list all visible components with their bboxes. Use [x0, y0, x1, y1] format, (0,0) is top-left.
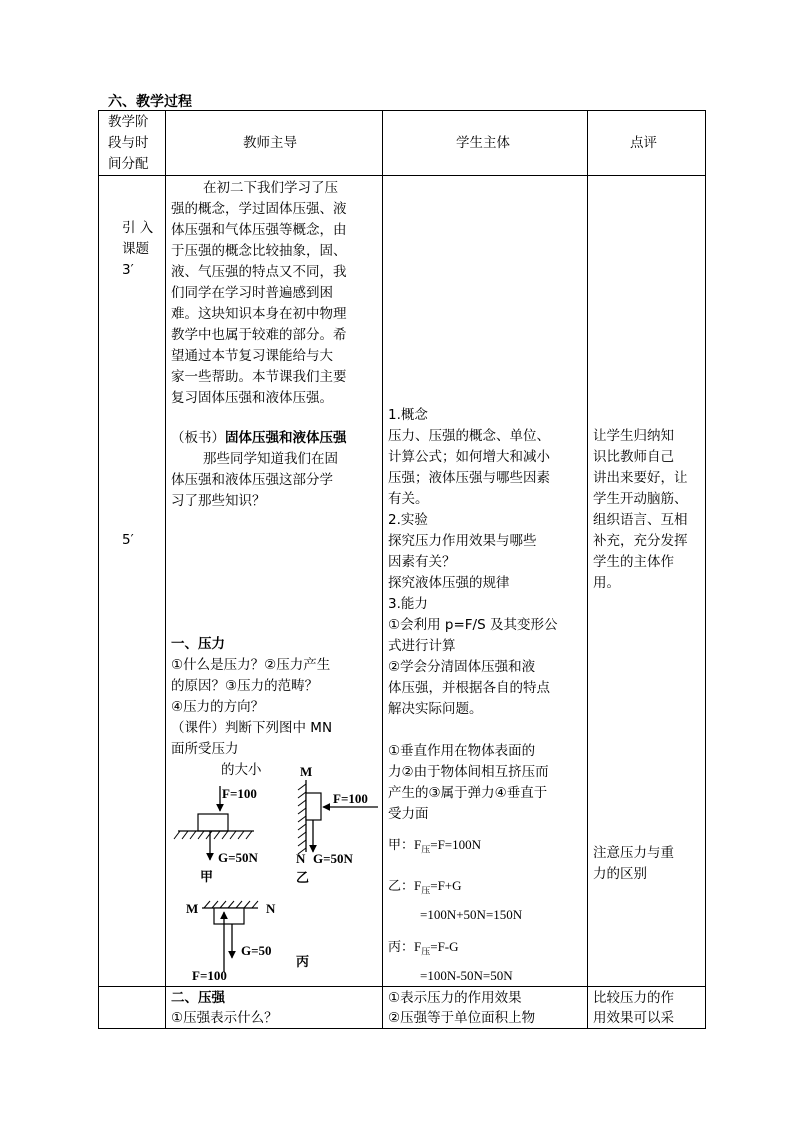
student-line: 力②由于物体间相互挤压而: [388, 764, 549, 780]
teacher-line: 于压强的概念比较抽象，固、: [171, 243, 347, 259]
calc-bing: [388, 936, 459, 963]
student-line: 因素有关？: [388, 554, 456, 570]
student-line: 计算公式；如何增大和减小: [388, 449, 550, 465]
calc-yi: [388, 875, 462, 902]
board-prefix: （板书）: [171, 430, 225, 446]
figure-label: 丙: [296, 954, 310, 969]
calc-part: =F=100N: [430, 837, 482, 852]
student-line: 有关。: [388, 491, 429, 507]
teacher-line: 体压强和液体压强这部分学: [171, 472, 333, 488]
stage-intro: 课题: [122, 241, 149, 257]
calc-sub: 压: [421, 844, 431, 855]
force-label: F=100: [192, 968, 227, 983]
calc-part: =F+G: [430, 878, 462, 893]
teacher-line: ①压强表示什么？: [171, 1010, 278, 1026]
gravity-label: G=50: [241, 943, 272, 958]
calc-part: 乙：F: [388, 878, 422, 893]
pressure-heading: 一、压力: [171, 636, 225, 652]
figure-label: 甲: [200, 869, 214, 884]
student-line: 压力、压强的概念、单位、: [388, 428, 550, 444]
block: [214, 908, 244, 924]
board-title: 固体压强和液体压强: [225, 430, 347, 446]
comment-line: 用效果可以采: [593, 1010, 674, 1026]
teacher-line: 习了那些知识？: [171, 493, 266, 509]
header-text: 教学阶: [108, 114, 149, 130]
calc-yi-result: =100N+50N=150N: [420, 907, 523, 922]
teacher-line: 们同学在学习时普遍感到困: [171, 285, 333, 301]
teacher-line: 复习固体压强和液体压强。: [171, 390, 333, 406]
board-line: [171, 428, 347, 449]
block: [198, 814, 228, 831]
teacher-line: 家一些帮助。本节课我们主要: [171, 369, 347, 385]
teacher-line: 面所受压力: [171, 741, 239, 757]
figure-jia: [172, 780, 282, 890]
calc-bing-result: =100N-50N=50N: [420, 968, 513, 983]
figure-yi: [286, 762, 381, 892]
force-label: F=100: [222, 786, 257, 801]
table-line: [165, 110, 166, 1029]
ceiling-right-label: N: [266, 901, 276, 916]
table-line: [98, 986, 706, 987]
student-line: ②压强等于单位面积上物: [388, 1010, 536, 1026]
header-comment: 点评: [630, 135, 657, 151]
calc-part: 甲：F: [388, 837, 422, 852]
student-line: 探究液体压强的规律: [388, 575, 510, 591]
student-line: 探究压力作用效果与哪些: [388, 533, 537, 549]
comment-line: 比较压力的作: [593, 990, 674, 1006]
wall-bottom-label: N: [296, 851, 306, 866]
block: [306, 793, 321, 820]
calc-part: 丙：F: [388, 939, 422, 954]
teacher-line: 的原因？③压力的范畴？: [171, 678, 319, 694]
table-line: [98, 110, 706, 111]
teacher-line: ④压力的方向？: [171, 699, 265, 715]
figure-label: 乙: [296, 870, 310, 885]
wall-top-label: M: [300, 764, 313, 779]
calc-sub: 压: [421, 885, 431, 896]
teacher-line: 体压强和气体压强等概念，由: [171, 222, 347, 238]
student-line: 解决实际问题。: [388, 701, 483, 717]
student-line: 1.概念: [388, 407, 428, 423]
comment-line: 补充，充分发挥: [593, 533, 688, 549]
section-title: 六、教学过程: [108, 94, 192, 110]
comment-line: 学生开动脑筋、: [593, 491, 688, 507]
figure-bing: [186, 896, 326, 986]
student-line: 压强；液体压强与哪些因素: [388, 470, 550, 486]
gravity-label: G=50N: [218, 850, 258, 865]
teacher-line: 液、气压强的特点又不同，我: [171, 264, 347, 280]
teacher-line: 那些同学知道我们在固: [203, 451, 338, 467]
header-teacher: 教师主导: [243, 135, 297, 151]
teacher-line: 望通过本节复习课能给与大: [171, 348, 333, 364]
student-line: ①会利用 p=F/S 及其变形公: [388, 617, 558, 633]
student-line: 产生的③属于弹力④垂直于: [388, 785, 548, 801]
calc-sub: 压: [421, 946, 431, 957]
comment-line: 学生的主体作: [593, 554, 674, 570]
student-line: 3.能力: [388, 596, 428, 612]
stage-intro: 引 入: [122, 220, 154, 236]
teacher-line: 的大小: [221, 762, 262, 778]
comment-line: 让学生归纳知: [593, 428, 674, 444]
ceiling-hatch: [204, 901, 258, 908]
force-label: F=100: [333, 791, 368, 806]
calc-jia: [388, 834, 481, 861]
teacher-line: 难。这块知识本身在初中物理: [171, 306, 347, 322]
stage-time-2: 5′: [122, 532, 134, 548]
student-line: 2.实验: [388, 512, 428, 528]
comment-line: 用。: [593, 575, 620, 591]
teacher-line: 强的概念，学过固体压强、液: [171, 201, 347, 217]
teacher-line: 在初二下我们学习了压: [203, 180, 338, 196]
student-line: 体压强，并根据各自的特点: [388, 680, 550, 696]
student-line: ②学会分清固体压强和液: [388, 659, 536, 675]
header-student: 学生主体: [456, 135, 510, 151]
header-text: 段与时: [108, 135, 149, 151]
table-line: [98, 175, 706, 176]
table-line: [587, 110, 588, 1029]
wall-hatch: [298, 784, 306, 854]
table-line: [382, 110, 383, 1029]
table-line: [98, 110, 99, 1029]
stage-intro-time: 3′: [122, 262, 134, 278]
header-text: 间分配: [108, 156, 149, 172]
student-line: ①垂直作用在物体表面的: [388, 743, 536, 759]
comment-line: 识比教师自己: [593, 449, 674, 465]
comment-line: 力的区别: [593, 866, 647, 882]
student-line: 式进行计算: [388, 638, 456, 654]
comment-line: 组织语言、互相: [593, 512, 688, 528]
teacher-line: 教学中也属于较难的部分。希: [171, 327, 347, 343]
gravity-label: G=50N: [313, 851, 353, 866]
comment-line: 注意压力与重: [593, 845, 674, 861]
ground-hatch: [174, 831, 252, 839]
teacher-line: ①什么是压力？②压力产生: [171, 657, 331, 673]
student-line: 受力面: [388, 806, 429, 822]
teacher-line: （课件）判断下列图中 MN: [171, 720, 333, 736]
student-line: ①表示压力的作用效果: [388, 990, 522, 1006]
stress-heading: 二、压强: [171, 990, 225, 1006]
ceiling-left-label: M: [186, 901, 199, 916]
table-line: [705, 110, 706, 1029]
calc-part: =F-G: [430, 939, 459, 954]
comment-line: 讲出来要好，让: [593, 470, 688, 486]
